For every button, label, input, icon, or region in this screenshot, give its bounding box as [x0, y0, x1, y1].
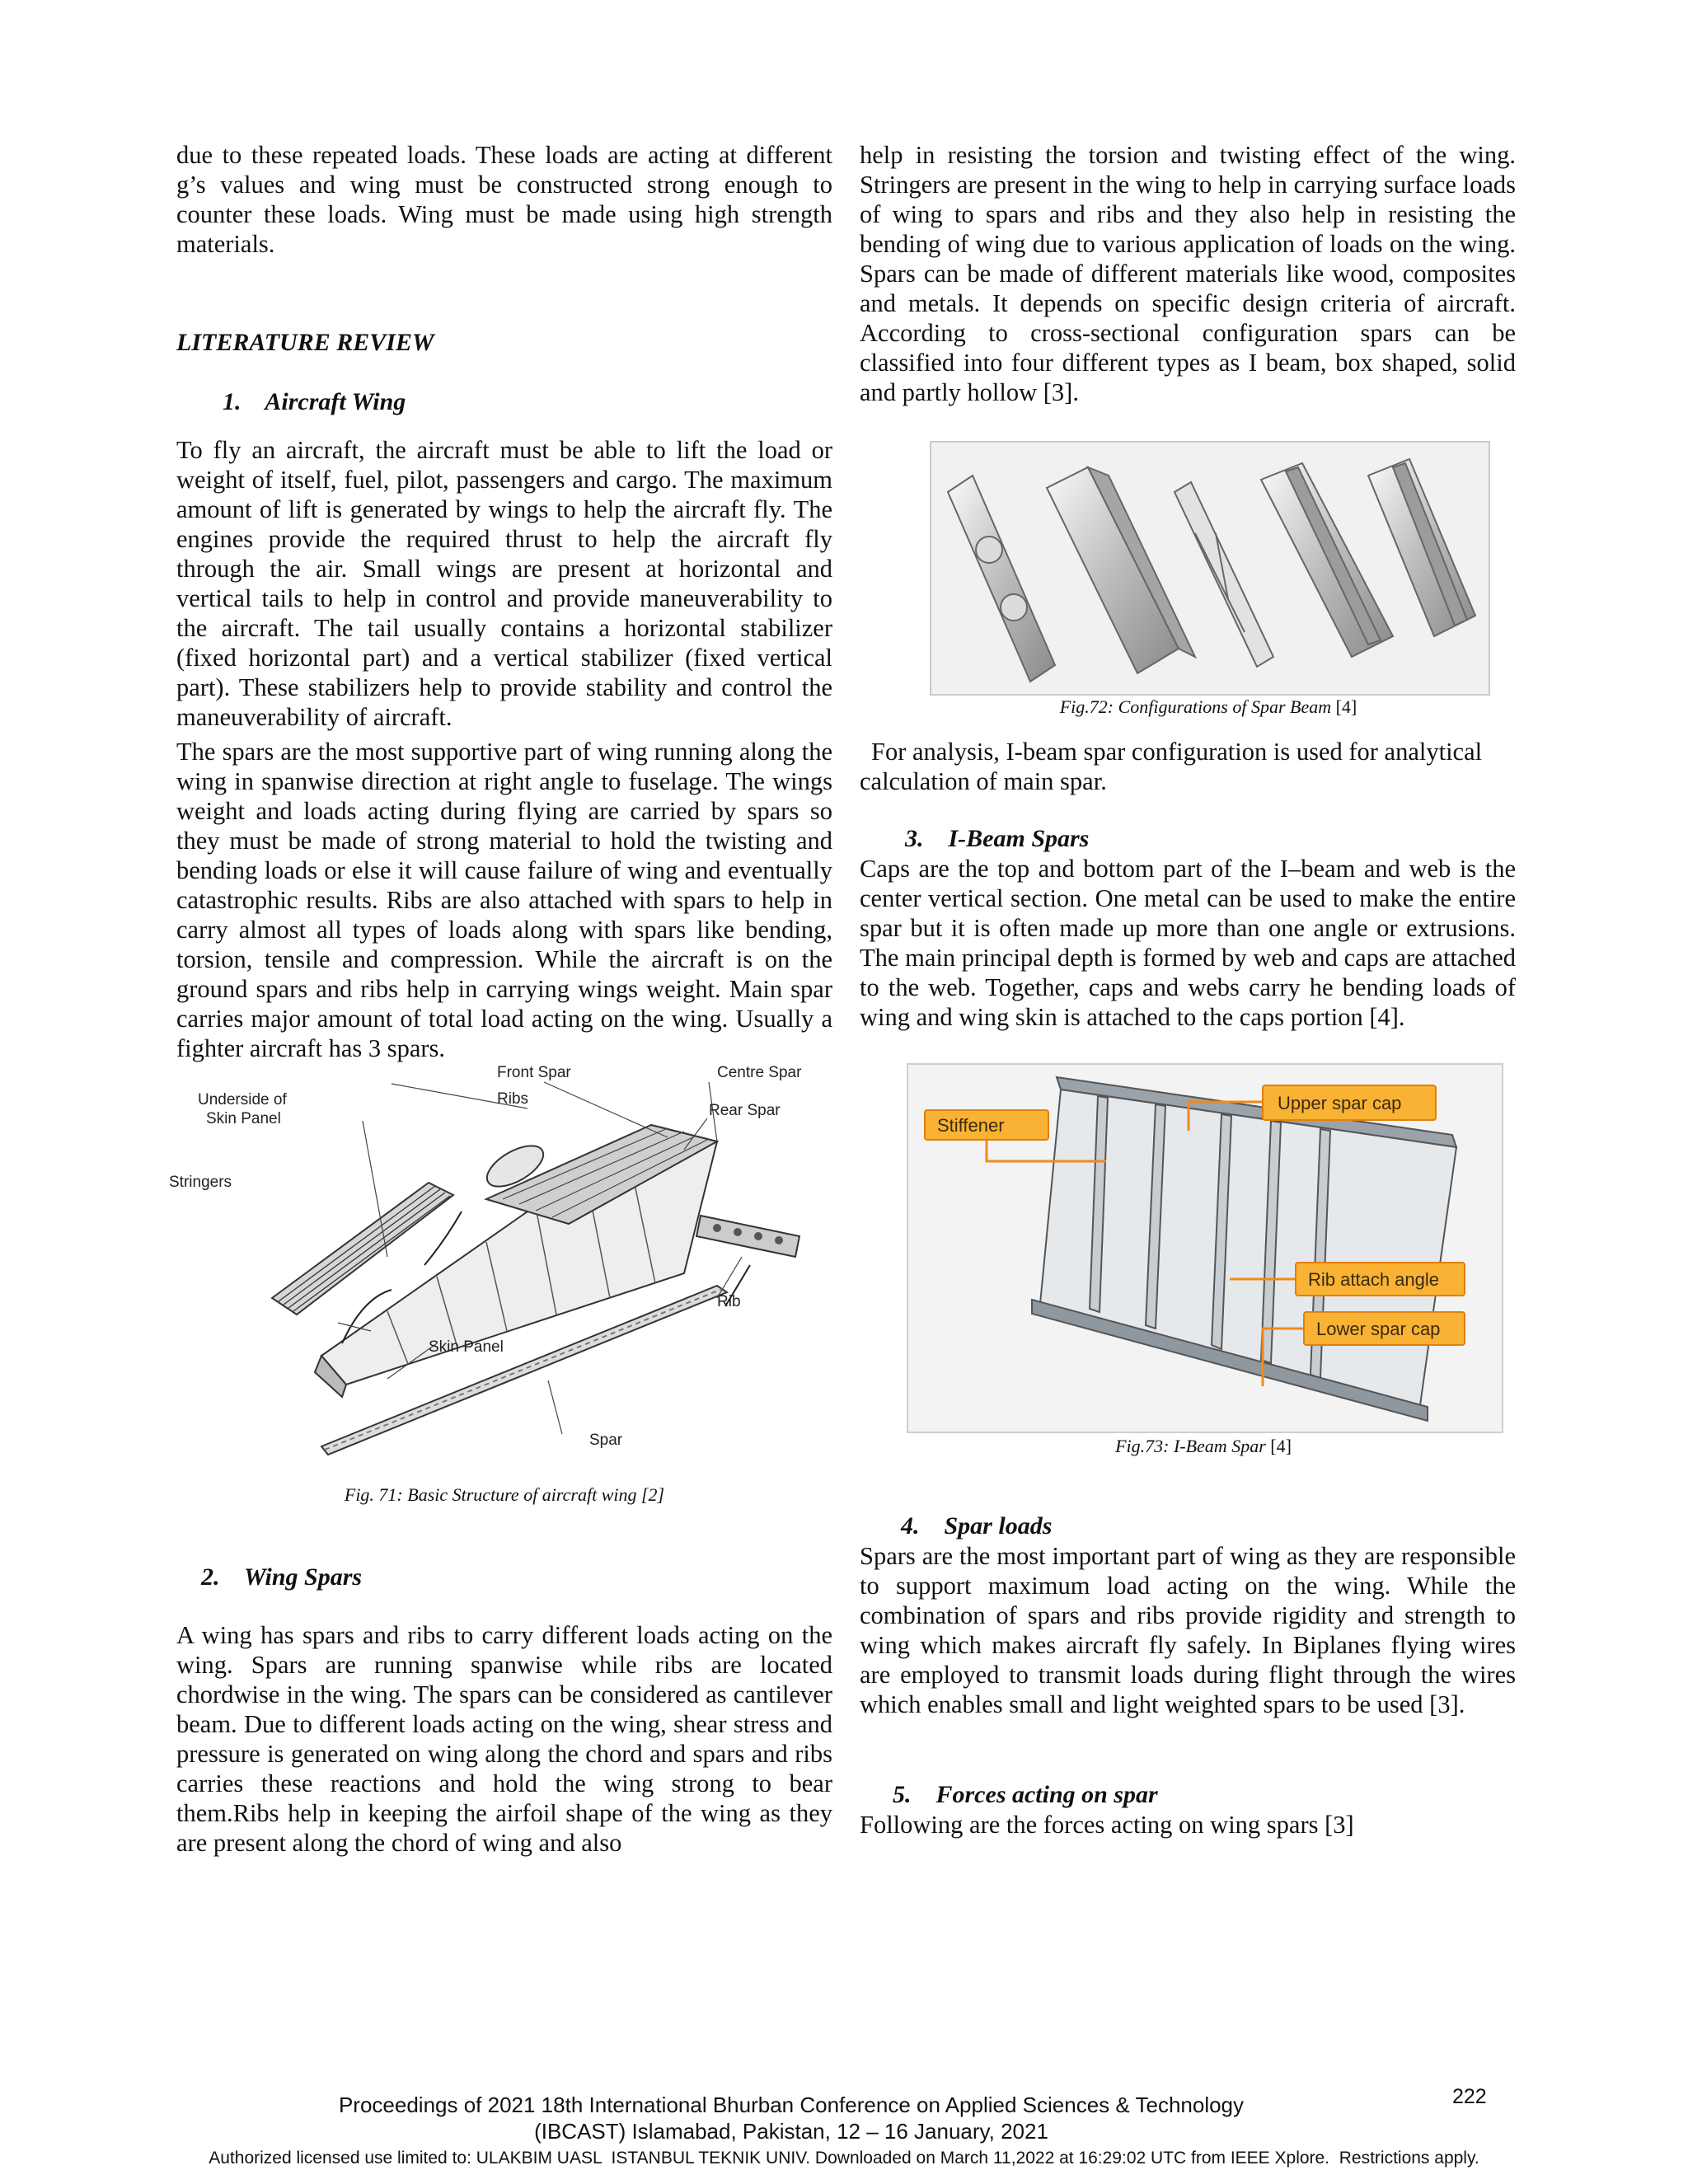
label-stringers: Stringers [169, 1174, 232, 1191]
label-centre-spar: Centre Spar [717, 1064, 802, 1081]
paragraph: Following are the forces acting on wing spars [3] [860, 1811, 1354, 1839]
subsection-heading-forces: 5. Forces acting on spar [893, 1781, 1158, 1808]
footer-line-1: Proceedings of 2021 18th International Bhurban Conference on Applied Sciences & Technology [338, 2093, 1245, 2117]
paragraph: To fly an aircraft, the aircraft must be able to lift the load or weight of itself, fuel, pilot, passengers and cargo. The maximum amount of lift is generated by wings to help the aircraft fly. The engines provide the required thrust to help the aircraft fly through the air. Small wings are present at horizontal and vertical tails to help in control and provide maneuverability to the aircraft. The tail usually contains a horizontal stabilizer (fixed horizontal part) and a vertical stabilizer (fixed vertical part). These stabilizers help to provide stability and control the maneuverability of aircraft. [176, 436, 832, 731]
paragraph: Spars are the most important part of wing as they are responsible to support maximum load acting on the wing. While the combination of spars and ribs provide rigidity and strength to wing which makes aircraft fly safely. In Biplanes flying wires are employed to transmit loads during flight through the wires which enables small and light weighted spars to be used [3]. [860, 1542, 1516, 1718]
ibeam-spar-figure [907, 1063, 1503, 1433]
ibeam-spar-illustration [908, 1065, 1502, 1432]
label-underside-2: Skin Panel [206, 1110, 281, 1127]
analysis-section [860, 737, 1516, 796]
label-ribs: Ribs [497, 1090, 529, 1108]
wing-structure-figure [169, 1059, 832, 1463]
caption-ref: [4] [1270, 1436, 1292, 1456]
spar-configurations-illustration [931, 443, 1489, 694]
label-underside-1: Underside of [198, 1091, 287, 1108]
label-upper-spar-cap: Upper spar cap [1278, 1093, 1402, 1113]
spar-configurations-figure [930, 441, 1490, 696]
wing-spars-section [176, 1620, 832, 1858]
footer-line-2: (IBCAST) Islamabad, Pakistan, 12 – 16 January, 2021 [534, 2119, 1048, 2144]
label-rib-attach-angle: Rib attach angle [1308, 1269, 1439, 1290]
label-lower-spar-cap: Lower spar cap [1316, 1319, 1441, 1339]
figure-caption-72 [930, 696, 1487, 718]
figure-caption-71: Fig. 71: Basic Structure of aircraft wing [2] [344, 1484, 665, 1505]
footer-proceedings [297, 2092, 1286, 2144]
label-front-spar: Front Spar [497, 1064, 571, 1081]
paragraph: due to these repeated loads. These loads are acting at different g’s values and wing must be constructed strong enough to counter these loads. Wing must be made using high strength materials. [176, 141, 832, 258]
paragraph: The spars are the most supportive part of wing running along the wing in spanwise direction at right angle to fuselage. The wings weight and loads acting during flying are carried by spars so they must be made of strong material to hold the twisting and bending loads or else it will cause failure of wing and eventually catastrophic results. Ribs are also attached with spars to help in carry almost all types of loads along with spars like bending, torsion, tensile and compression. While the aircraft is on the ground spars and ribs help in carrying wings weight. Main spar carries major amount of total load acting on the wing. Usually a fighter aircraft has 3 spars. [176, 738, 832, 1062]
label-rib: Rib [717, 1293, 741, 1310]
subsection-heading-aircraft-wing: 1. Aircraft Wing [223, 388, 406, 415]
intro-continuation [176, 140, 832, 259]
label-stiffener: Stiffener [937, 1115, 1005, 1136]
paragraph: help in resisting the torsion and twisting effect of the wing. Stringers are present in the wing to help in carrying surface loads of wing to spars and ribs and they also help in resisting the bending of wing due to various application of loads on the wing. Spars can be made of different materials like wood, composites and metals. It depends on specific design criteria of aircraft. According to cross-sectional configuration spars can be classified into four different types as I beam, box shaped, solid and partly hollow [3]. [860, 141, 1516, 406]
wing-structure-illustration [169, 1059, 832, 1463]
subsection-heading-wing-spars: 2. Wing Spars [201, 1563, 363, 1591]
caption-ref: [4] [1335, 696, 1357, 717]
label-rear-spar: Rear Spar [709, 1102, 781, 1119]
spar-loads-section [860, 1541, 1516, 1719]
label-skin-panel: Skin Panel [429, 1338, 504, 1356]
caption-text: Fig.73: I-Beam Spar [1115, 1436, 1266, 1456]
forces-section [860, 1810, 1516, 1840]
ibeam-section [860, 854, 1516, 1032]
caption-text: Fig.72: Configurations of Spar Beam [1059, 696, 1332, 717]
figure-caption-73 [907, 1436, 1500, 1457]
subsection-heading-spar-loads: 4. Spar loads [901, 1512, 1053, 1540]
spars-section [176, 737, 832, 1063]
paragraph: Caps are the top and bottom part of the I–beam and web is the center vertical section. One metal can be used to make the entire spar but it is often made up more than one angle or extrusions. The main principal depth is formed by web and caps are attached to the web. Together, caps and webs carry he bending loads of wing and wing skin is attached to the caps portion [4]. [860, 855, 1516, 1031]
section-heading: LITERATURE REVIEW [176, 329, 434, 356]
paragraph: For analysis, I-beam spar configuration is used for analytical calculation of main spar. [860, 738, 1483, 795]
paragraph: A wing has spars and ribs to carry different loads acting on the wing. Spars are running spanwise while ribs are located chordwise in the wing. The spars can be considered as cantilever beam. Due to different loads acting on the wing, shear stress and pressure is generated on wing along the chord and spars and ribs carries these reactions and hold the wing strong to bear them.Ribs help in keeping the airfoil shape of the wing as they are present along the chord of wing and also [176, 1621, 832, 1857]
aircraft-wing-section [176, 435, 832, 732]
spars-continuation [860, 140, 1516, 407]
page-number: 222 [1452, 2085, 1487, 2108]
license-notice: Authorized licensed use limited to: ULAKBIM UASL ISTANBUL TEKNIK UNIV. Downloaded on March 11,2022 at 16:29:02 UTC from IEEE Xplore. Restrictions apply. [209, 2149, 1479, 2168]
label-spar: Spar [589, 1432, 623, 1449]
subsection-heading-ibeam: 3. I-Beam Spars [905, 825, 1090, 852]
